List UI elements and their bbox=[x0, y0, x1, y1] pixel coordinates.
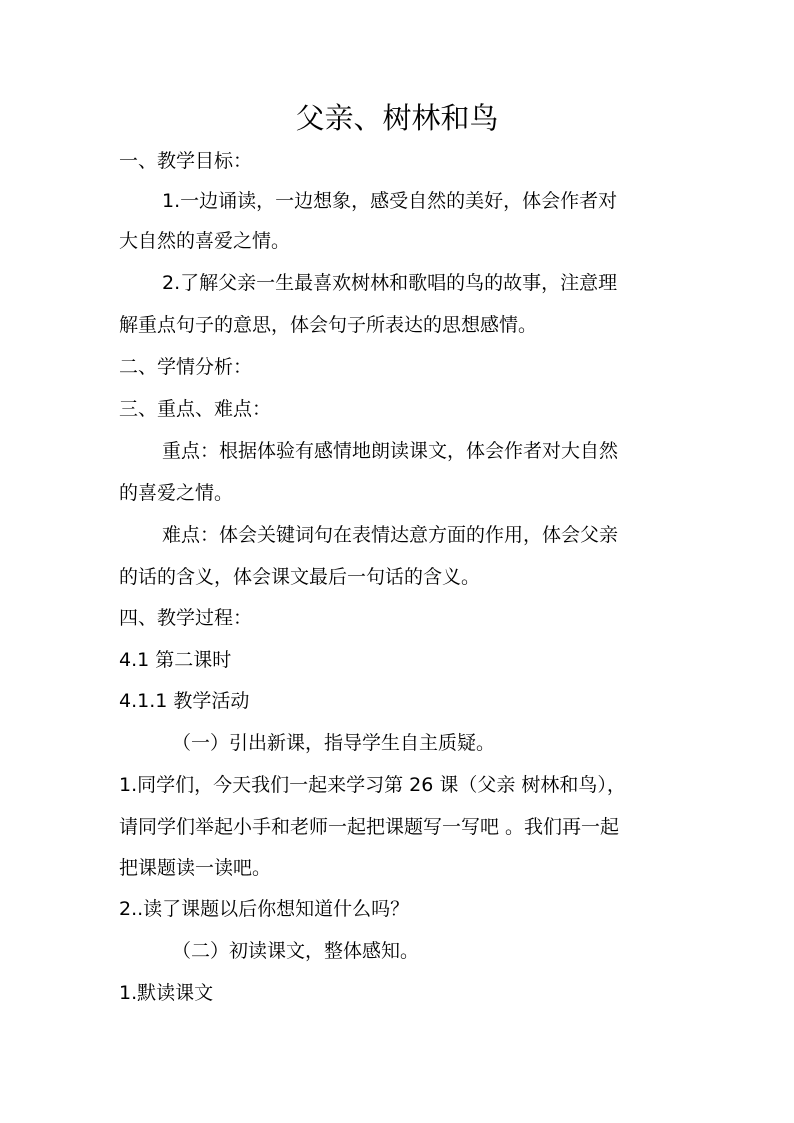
section-heading-key-points: 三、重点、难点： bbox=[119, 398, 272, 420]
objective-2-line-2: 解重点句子的意思，体会句子所表达的思想感情。 bbox=[119, 314, 538, 336]
objective-2-line-1: 2.了解父亲一生最喜欢树林和歌唱的鸟的故事，注意理 bbox=[162, 272, 618, 294]
activity-step-1-line-2: 请同学们举起小手和老师一起把课题写一写吧 。我们再一起 bbox=[119, 816, 620, 838]
activity-step-1-line-1: 1.同学们，今天我们一起来学习第 26 课（父亲 树林和鸟）， bbox=[119, 774, 626, 796]
objective-1-line-2: 大自然的喜爱之情。 bbox=[119, 230, 291, 252]
document-title: 父亲、树林和鸟 bbox=[295, 101, 499, 135]
subsection-second-lesson: 4.1 第二课时 bbox=[119, 649, 232, 671]
difficulty-line-1: 难点：体会关键词句在表情达意方面的作用，体会父亲 bbox=[162, 524, 619, 546]
activity-step-2-heading: （二）初读课文，整体感知。 bbox=[172, 940, 420, 962]
section-heading-objectives: 一、教学目标： bbox=[119, 150, 253, 172]
key-point-line-2: 的喜爱之情。 bbox=[119, 482, 234, 504]
objective-1-line-1: 1.一边诵读，一边想象，感受自然的美好，体会作者对 bbox=[162, 190, 618, 212]
activity-question-line: 2..读了课题以后你想知道什么吗？ bbox=[119, 898, 410, 920]
activity-step-1-heading: （一）引出新课，指导学生自主质疑。 bbox=[172, 732, 496, 754]
activity-step-1-line-3: 把课题读一读吧。 bbox=[119, 857, 272, 879]
difficulty-line-2: 的话的含义，体会课文最后一句话的含义。 bbox=[119, 566, 481, 588]
section-heading-process: 四、教学过程： bbox=[119, 607, 253, 629]
section-heading-analysis: 二、学情分析： bbox=[119, 356, 253, 378]
activity-step-2-line-1: 1.默读课文 bbox=[119, 982, 214, 1004]
key-point-line-1: 重点：根据体验有感情地朗读课文，体会作者对大自然 bbox=[162, 440, 619, 462]
subsection-teaching-activities: 4.1.1 教学活动 bbox=[119, 690, 250, 712]
